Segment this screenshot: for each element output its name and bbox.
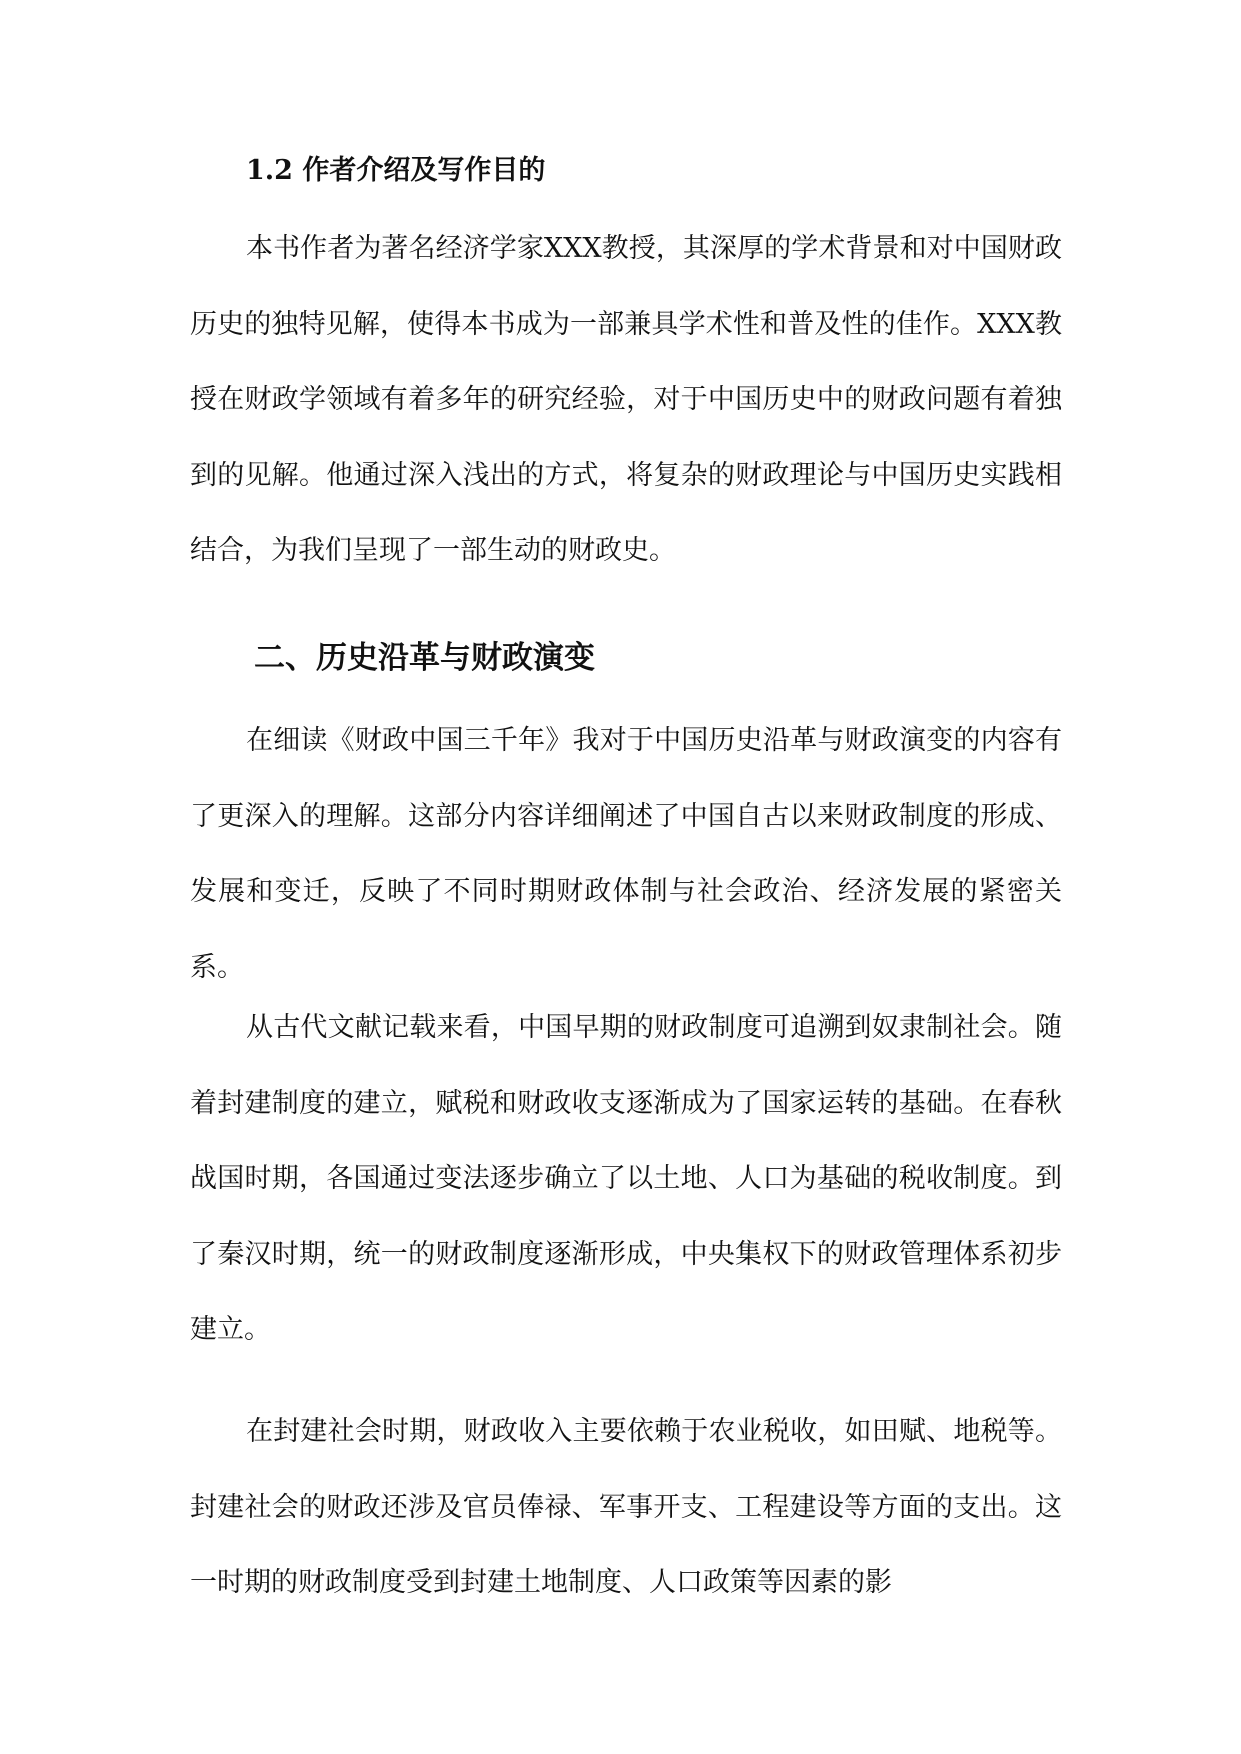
paragraph-author-intro: 本书作者为著名经济学家XXX教授，其深厚的学术背景和对中国财政历史的独特见解，使得本书成为一部兼具学术性和普及性的佳作。XXX教授在财政学领域有着多年的研究经验，对于中国历史中的财政问题有着独到的见解。他通过深入浅出的方式，将复杂的财政理论与中国历史实践相结合，为我们呈现了一部生动的财政史。	[190, 233, 1062, 567]
paragraph-history-intro: 在细读《财政中国三千年》我对于中国历史沿革与财政演变的内容有了更深入的理解。这部分内容详细阐述了中国自古以来财政制度的形成、发展和变迁，反映了不同时期财政体制与社会政治、经济发展的紧密关系。	[190, 725, 1062, 983]
section-heading-2: 二、历史沿革与财政演变	[254, 640, 595, 676]
paragraph-feudal-finance: 在封建社会时期，财政收入主要依赖于农业税收，如田赋、地税等。封建社会的财政还涉及官员俸禄、军事开支、工程建设等方面的支出。这一时期的财政制度受到封建土地制度、人口政策等因素的影	[190, 1416, 1062, 1599]
section-heading-1-2: 1.2 作者介绍及写作目的	[246, 155, 546, 186]
paragraph-early-finance: 从古代文献记载来看，中国早期的财政制度可追溯到奴隶制社会。随着封建制度的建立，赋税和财政收支逐渐成为了国家运转的基础。在春秋战国时期，各国通过变法逐步确立了以土地、人口为基础的税收制度。到了秦汉时期，统一的财政制度逐渐形成，中央集权下的财政管理体系初步建立。	[190, 1012, 1062, 1346]
